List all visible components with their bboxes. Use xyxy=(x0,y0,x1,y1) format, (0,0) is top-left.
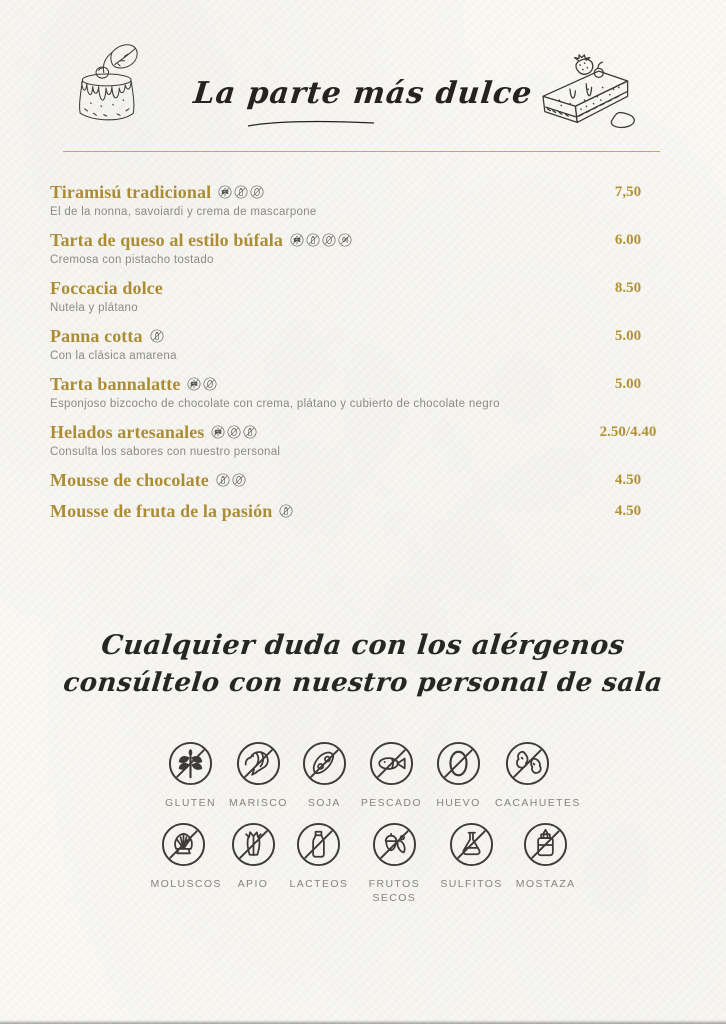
soja-icon xyxy=(301,740,348,787)
menu-item-name: Tiramisú tradicional xyxy=(50,182,212,202)
menu-item-allergen-icons xyxy=(279,504,293,518)
menu-item-description: El de la nonna, savoiardi y crema de mascarpone xyxy=(50,206,317,218)
menu-item-allergen-icons xyxy=(290,233,352,247)
allergen-icon xyxy=(235,740,282,787)
menu-item xyxy=(50,469,676,491)
allergen-note-line1: Cualquier duda con los alérgenos xyxy=(99,630,627,661)
allergen-legend-row xyxy=(165,740,581,810)
huevo-icon xyxy=(435,740,482,787)
cheesecake-slice-illustration xyxy=(534,48,642,150)
allergen-icon xyxy=(522,821,569,868)
allergen-icon xyxy=(301,740,348,787)
menu-item-name: Tarta de queso al estilo búfala xyxy=(50,230,283,250)
gluten-icon xyxy=(211,425,225,439)
menu-item xyxy=(50,373,676,412)
header-divider xyxy=(63,151,660,152)
menu-item-description: Nutela y plátano xyxy=(50,302,138,314)
allergen-label: HUEVO xyxy=(436,797,481,809)
menu-item xyxy=(50,421,676,460)
lacteos-icon xyxy=(306,233,320,247)
menu-item-price: 2.50/4.40 xyxy=(599,424,657,440)
allergen-legend-item xyxy=(290,821,349,891)
allergen-legend-item xyxy=(435,740,482,810)
frutos-secos-icon xyxy=(338,233,352,247)
mostaza-icon xyxy=(522,821,569,868)
menu-item xyxy=(50,500,676,522)
allergen-label: APIO xyxy=(237,878,269,890)
menu-item-price: 4.50 xyxy=(614,472,642,488)
allergen-label: LACTEOS xyxy=(289,878,349,890)
huevo-icon xyxy=(250,185,264,199)
gluten-icon xyxy=(218,185,232,199)
sulfitos-icon xyxy=(448,821,495,868)
menu-item-price: 8.50 xyxy=(614,280,642,296)
title-underline-flourish xyxy=(246,118,376,128)
menu-item-description: Consulta los sabores con nuestro personal xyxy=(50,446,281,458)
allergen-note xyxy=(0,630,726,698)
allergen-legend-item xyxy=(361,821,427,905)
allergen-legend-item xyxy=(301,740,348,810)
allergen-icon xyxy=(295,821,342,868)
lacteos-icon xyxy=(234,185,248,199)
menu-item xyxy=(50,277,676,316)
menu-item-name: Tarta bannalatte xyxy=(50,374,181,394)
allergen-label: CACAHUETES xyxy=(494,797,581,809)
allergen-legend-item xyxy=(440,821,502,891)
cacahuetes-icon xyxy=(504,740,551,787)
allergen-legend-item xyxy=(150,821,222,891)
huevo-icon xyxy=(203,377,217,391)
menu-item-description: Con la clásica amarena xyxy=(50,350,177,362)
gluten-icon xyxy=(167,740,214,787)
menu-item-name: Foccacia dolce xyxy=(50,278,163,298)
allergen-label: SOJA xyxy=(307,797,341,809)
allergen-icon xyxy=(448,821,495,868)
menu-item-name: Helados artesanales xyxy=(50,422,205,442)
lacteos-icon xyxy=(279,504,293,518)
lacteos-icon xyxy=(243,425,257,439)
page-bottom-edge xyxy=(0,1020,726,1024)
menu-item-name: Mousse de fruta de la pasión xyxy=(50,501,273,521)
menu-item-price: 4.50 xyxy=(614,503,642,519)
lacteos-icon xyxy=(150,329,164,343)
gluten-icon xyxy=(290,233,304,247)
allergen-legend-item xyxy=(494,740,581,810)
menu-item-allergen-icons xyxy=(211,425,257,439)
menu-item-description: Cremosa con pistacho tostado xyxy=(50,254,214,266)
menu-item-price: 5.00 xyxy=(614,376,642,392)
huevo-icon xyxy=(232,473,246,487)
menu-item-allergen-icons xyxy=(218,185,264,199)
menu-item xyxy=(50,181,676,220)
menu-item xyxy=(50,325,676,364)
menu-item-price: 5.00 xyxy=(614,328,642,344)
allergen-legend-row xyxy=(151,821,576,905)
allergen-label: MARISCO xyxy=(229,797,288,809)
menu-list xyxy=(50,181,676,531)
moluscos-icon xyxy=(160,821,207,868)
allergen-legend-item xyxy=(230,821,277,891)
menu-item-name: Panna cotta xyxy=(50,326,143,346)
menu-item-description: Esponjoso bizcocho de chocolate con crema, plátano y cubierto de chocolate negro xyxy=(50,398,500,410)
gluten-icon xyxy=(187,377,201,391)
huevo-icon xyxy=(322,233,336,247)
menu-item-allergen-icons xyxy=(216,473,246,487)
menu-item xyxy=(50,229,676,268)
allergen-legend-item xyxy=(165,740,216,810)
allergen-label: PESCADO xyxy=(360,797,422,809)
lacteos-icon xyxy=(295,821,342,868)
allergen-legend-item xyxy=(516,821,576,891)
frutos-secos-icon xyxy=(371,821,418,868)
allergen-icon xyxy=(167,740,214,787)
apio-icon xyxy=(230,821,277,868)
allergen-legend xyxy=(0,740,726,905)
allergen-icon xyxy=(368,740,415,787)
allergen-label: SULFITOS xyxy=(440,878,503,890)
menu-item-price: 6.00 xyxy=(614,232,642,248)
allergen-note-line2: consúltelo con nuestro personal de sala xyxy=(61,668,665,698)
menu-item-name: Mousse de chocolate xyxy=(50,470,209,490)
allergen-icon xyxy=(371,821,418,868)
allergen-icon xyxy=(504,740,551,787)
allergen-icon xyxy=(160,821,207,868)
page-title: La parte más dulce xyxy=(191,76,535,111)
pescado-icon xyxy=(368,740,415,787)
allergen-label: GLUTEN xyxy=(165,797,217,809)
menu-item-allergen-icons xyxy=(187,377,217,391)
menu-item-allergen-icons xyxy=(150,329,164,343)
allergen-label: MOSTAZA xyxy=(515,878,576,890)
allergen-label: MOLUSCOS xyxy=(150,878,222,890)
allergen-icon xyxy=(435,740,482,787)
marisco-icon xyxy=(235,740,282,787)
huevo-icon xyxy=(227,425,241,439)
lacteos-icon xyxy=(216,473,230,487)
allergen-legend-item xyxy=(229,740,288,810)
allergen-icon xyxy=(230,821,277,868)
allergen-legend-item xyxy=(361,740,422,810)
menu-item-price: 7,50 xyxy=(614,184,642,200)
allergen-label: FRUTOS SECOS xyxy=(368,878,421,904)
